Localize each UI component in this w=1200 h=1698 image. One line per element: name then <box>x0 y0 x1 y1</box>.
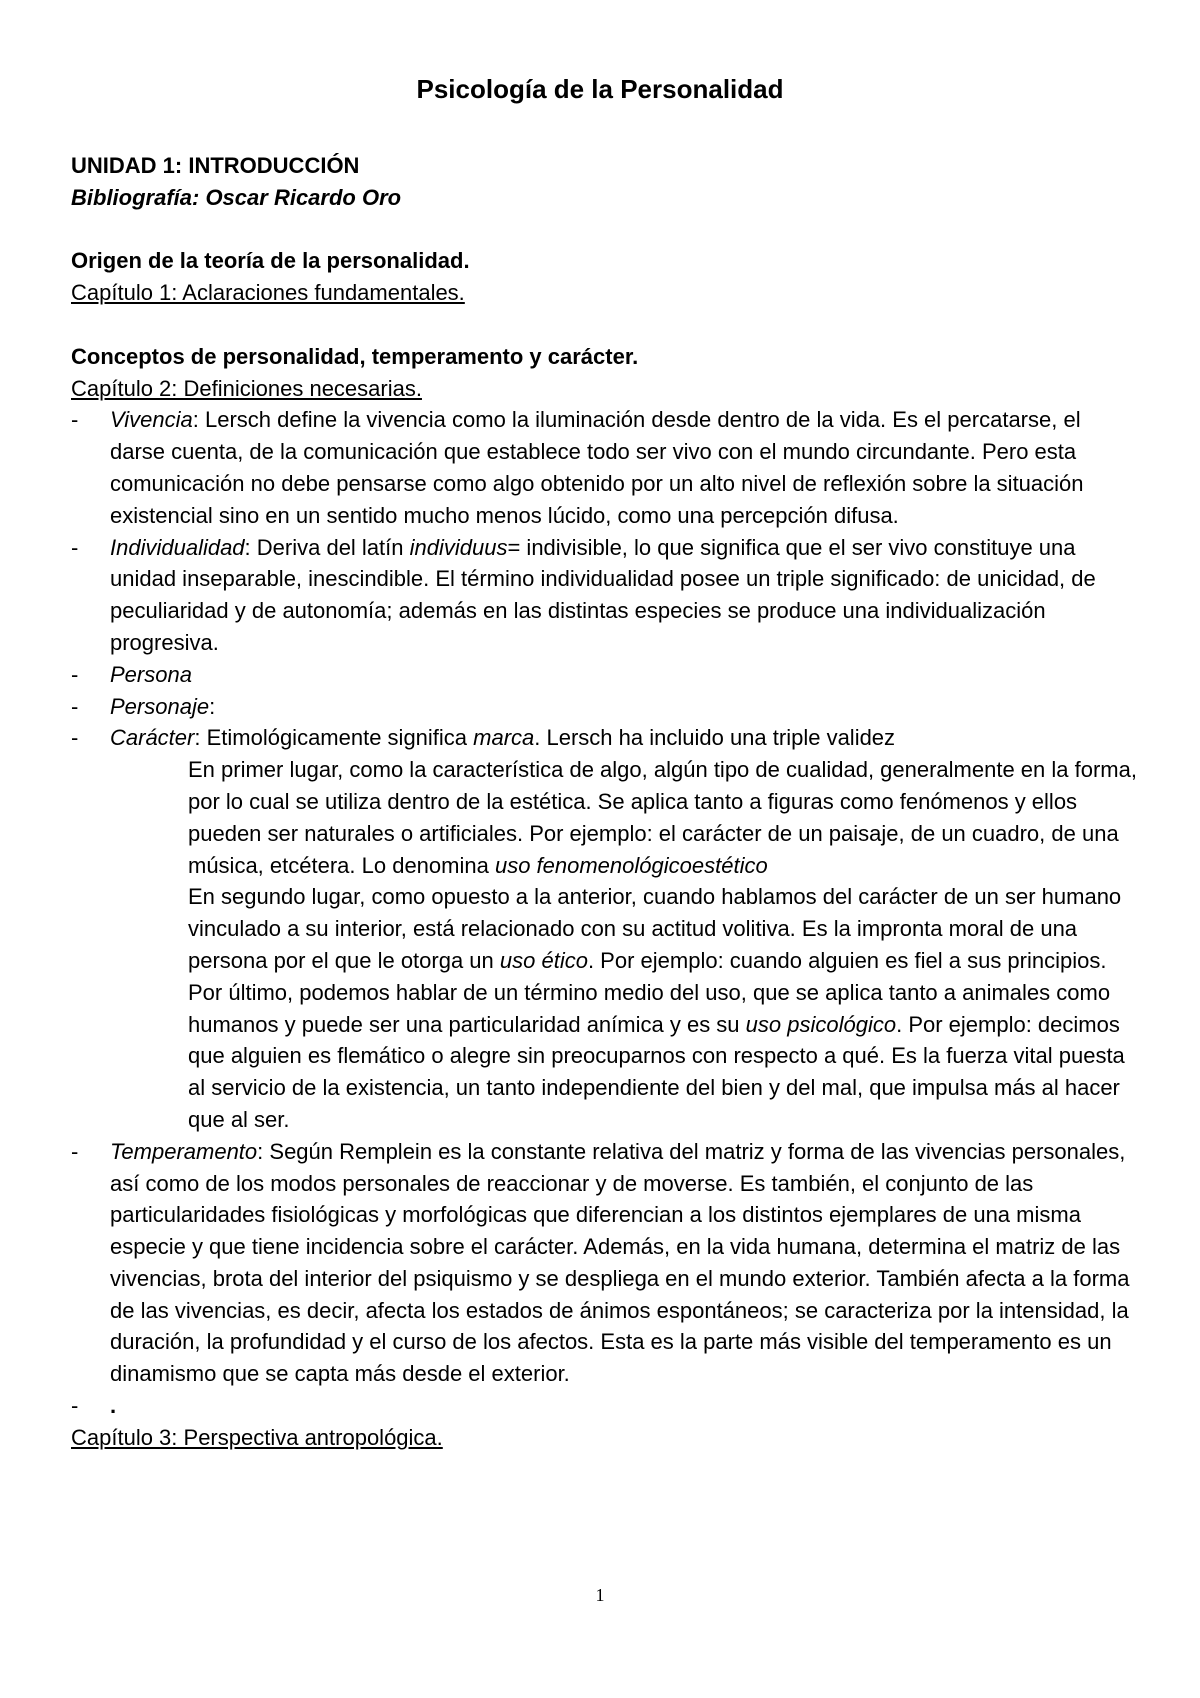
definition-text: : Deriva del latín <box>244 534 410 560</box>
term-caracter: Carácter <box>110 725 195 751</box>
definition-individualidad <box>71 532 1141 659</box>
definition-caracter <box>71 722 1141 754</box>
definition-text: : Según Remplein es la constante relativa del matriz y forma de las vivencias personales, así como de los modos personales de reaccionar y de moverse. Es también, el conjunto de las particularidades fisiológicas y morfológicas que diferencian a los distintos ejemplares de una misma especie y que tiene incidencia sobre el carácter. Además, en la vida humana, determina el matriz de las vivencias, brota del interior del psiquismo y se despliega en el mundo exterior. También afecta a la forma de las vivencias, es decir, afecta los estados de ánimos espontáneos; se caracteriza por la intensidad, la duración, la profundidad y el curso de los afectos. Esta es la parte más visible del temperamento es un dinamismo que se capta más desde el exterior. <box>110 1138 1130 1387</box>
definition-text: : <box>209 693 216 719</box>
bullet-item-etico <box>71 881 1141 976</box>
spacer <box>71 214 1141 246</box>
term-marca: marca <box>473 725 535 751</box>
definition-text: : Etimológicamente significa <box>194 725 474 751</box>
definition-personaje <box>71 691 1141 723</box>
chapter-3-link: Capítulo 3: Perspectiva antropológica. <box>71 1424 443 1450</box>
bullet-text: . Por ejemplo: cuando alguien es fiel a sus principios. <box>587 947 1107 973</box>
bullet-item-psicologico <box>71 977 1141 1136</box>
term-individuus: individuus <box>409 534 508 560</box>
chapter-2-link: Capítulo 2: Definiciones necesarias. <box>71 375 422 401</box>
spacer <box>71 309 1141 341</box>
definition-text: = indivisible, lo que significa que el ser vivo constituye una unidad inseparable, inescindible. El término individualidad posee un triple significado: de unicidad, de peculiaridad y de autonomía; además en las distintas especies se produce una individualización progresiva. <box>110 534 1096 655</box>
dash-marker: - <box>71 725 79 751</box>
dash-marker: - <box>71 693 79 719</box>
definition-empty <box>71 1390 1141 1422</box>
bullet-text: En primer lugar, como la característica de algo, algún tipo de cualidad, generalmente en la forma, por lo cual se utiliza dentro de la estética. Se aplica tanto a figuras como fenómenos y ellos pueden ser naturales o artificiales. Por ejemplo: el carácter de un paisaje, de un cuadro, de una música, etcétera. Lo denomina <box>188 757 1137 878</box>
dash-marker: - <box>71 407 79 433</box>
dash-marker: - <box>71 1393 79 1419</box>
bullet-text: . Por ejemplo: decimos que alguien es flemático o alegre sin preocuparnos con respecto a qué. Es la fuerza vital puesta al servicio de la existencia, un tanto independiente del bien y del mal, que impulsa más al hacer que al ser. <box>188 1011 1125 1132</box>
term-uso-psicologico: uso psicológico <box>745 1011 897 1037</box>
definition-text: : Lersch define la vivencia como la iluminación desde dentro de la vida. Es el percatarse, el darse cuenta, de la comunicación que establece todo ser vivo con el mundo circundante. Pero esta comunicación no debe pensarse como algo obtenido por un alto nivel de reflexión sobre la situación existencial sino en un sentido mucho menos lúcido, como una percepción difusa. <box>110 407 1084 528</box>
page-number: 1 <box>595 1585 605 1605</box>
term-uso-fenomenologico: uso fenomenológicoestético <box>494 852 768 878</box>
document-title: Psicología de la Personalidad <box>416 74 784 104</box>
bullet-text: En segundo lugar, como opuesto a la anterior, cuando hablamos del carácter de un ser humano vinculado a su interior, está relacionado con su actitud volitiva. Es la impronta moral de una persona por el que le otorga un <box>188 884 1122 973</box>
dash-marker: - <box>71 1138 79 1164</box>
bibliography-line: Bibliografía: Oscar Ricardo Oro <box>71 184 402 210</box>
definition-temperamento <box>71 1136 1141 1390</box>
chapter-1-link: Capítulo 1: Aclaraciones fundamentales. <box>71 280 465 306</box>
section-heading-concepts: Conceptos de personalidad, temperamento y carácter. <box>71 343 639 369</box>
bullet-text: Por último, podemos hablar de un término medio del uso, que se aplica tanto a animales como humanos y puede ser una particularidad anímica y es su <box>188 979 1111 1037</box>
section-heading-origin: Origen de la teoría de la personalidad. <box>71 248 470 274</box>
term-uso-etico: uso ético <box>499 947 588 973</box>
term-individualidad: Individualidad <box>110 534 245 560</box>
bullet-item-fenomenologico <box>71 754 1141 881</box>
dash-marker: - <box>71 661 79 687</box>
definition-text: . Lersch ha incluido una triple validez <box>534 725 896 751</box>
definition-text: . <box>110 1393 117 1419</box>
term-vivencia: Vivencia <box>110 407 193 433</box>
term-persona: Persona <box>110 661 192 687</box>
dash-marker: - <box>71 534 79 560</box>
document-body <box>71 150 1141 1454</box>
definition-persona <box>71 659 1141 691</box>
term-personaje: Personaje <box>110 693 210 719</box>
unit-heading: UNIDAD 1: INTRODUCCIÓN <box>71 153 360 178</box>
definition-vivencia <box>71 404 1141 531</box>
term-temperamento: Temperamento <box>110 1138 258 1164</box>
